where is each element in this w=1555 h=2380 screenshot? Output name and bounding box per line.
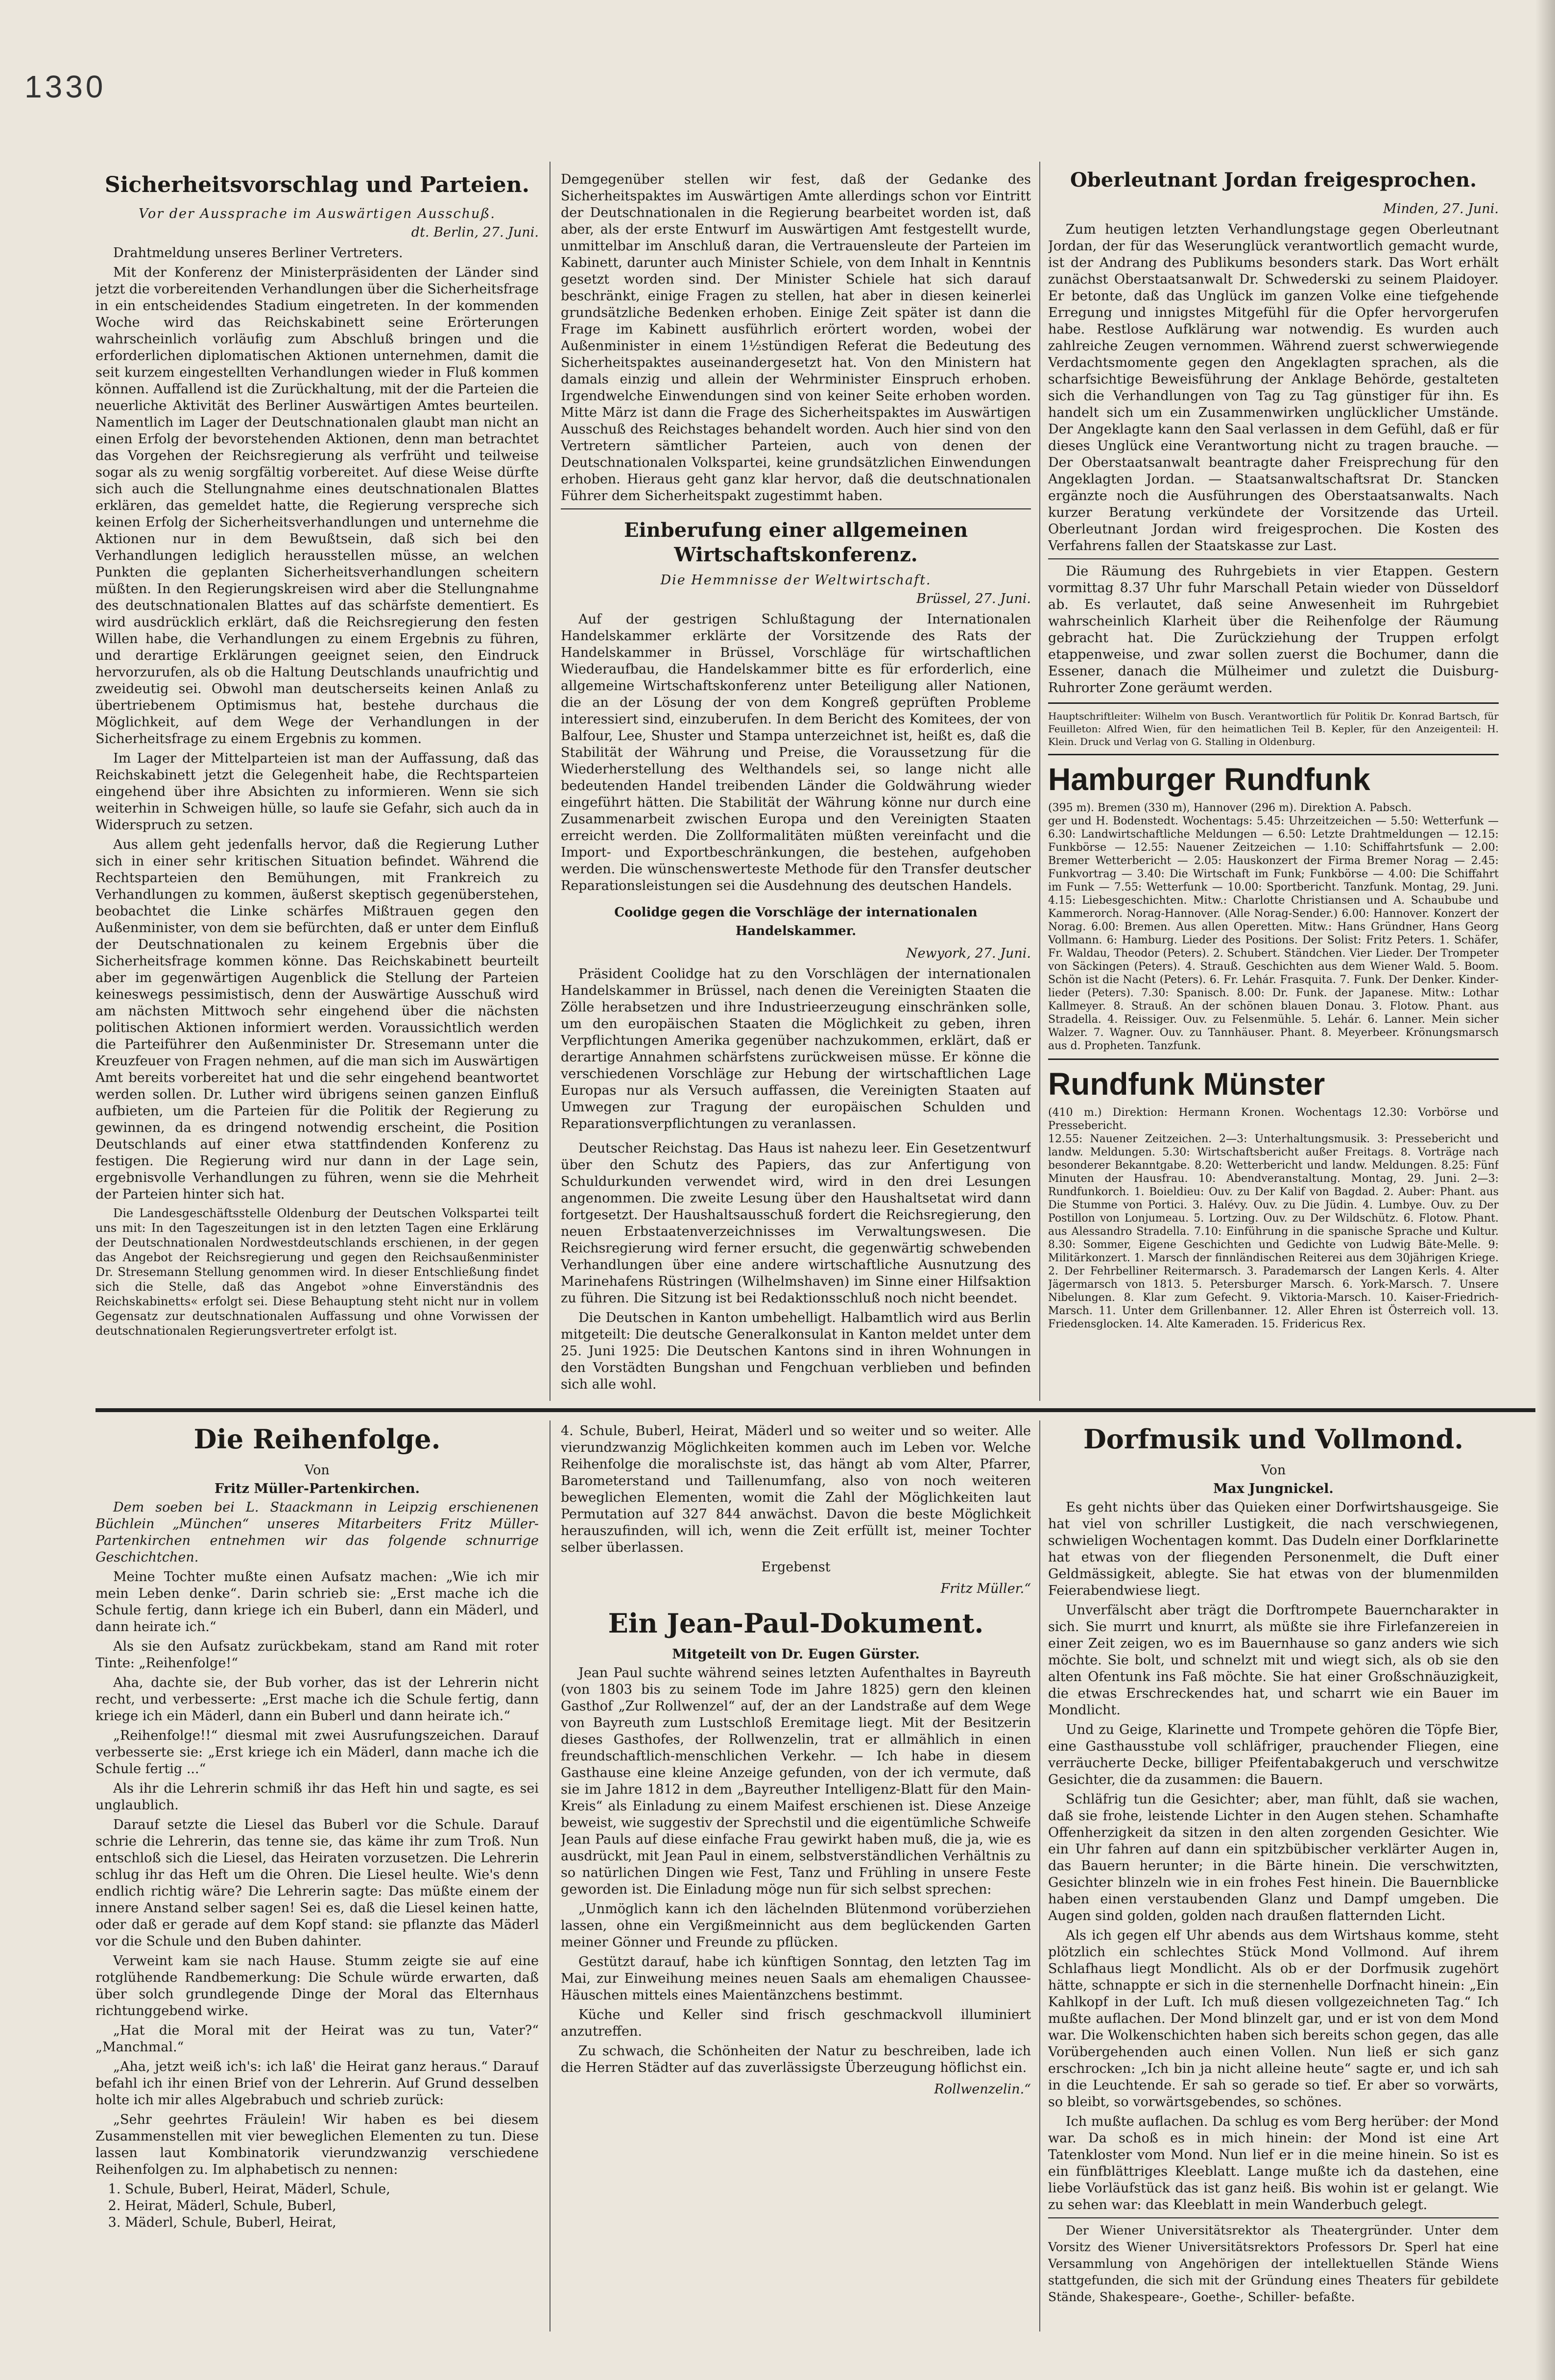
article-paragraph: Darauf setzte die Liesel das Buberl vor die Schule. Darauf schrie die Lehrerin, das tenne sie, das käme ihr zum Troß. Nun entschloß sich die Liesel, das Heiraten vorzusetzen. Die Lehrerin schlug ihr das Heft um die Ohren. Die Liesel heulte. Wie's denn endlich richtig wäre? Die Lehrerin sagte: Das müßte einem der innere Anstand selber sagen! Sei es, daß die Liesel keinen hatte, oder daß er gerade auf dem Kopf stand: sie pflanzte das Mäderl vor die Schule und den Buben dahinter. — [96, 1817, 539, 1949]
feuilleton-rule — [96, 1408, 1550, 1412]
dateline: Brüssel, 27. Juni. — [916, 591, 1031, 606]
radio-program-hamburg — [1048, 761, 1499, 1053]
list-item: 3. Mäderl, Schule, Buberl, Heirat, — [125, 2214, 539, 2231]
feuilleton-dorfmusik — [1048, 1423, 1499, 2354]
article-paragraph: Die Deutschen in Kanton umbehelligt. Halbamtlich wird aus Berlin mitgeteilt: Die deutsche Generalkonsulat in Kanton meldet unter dem 25. Juni 1925: Die Deutschen Kantons sind in ihren Wohnungen in den Vorstädten Bungshan und Fengchuan verblieben und befinden sich alle wohl. — [561, 1310, 1031, 1392]
article-paragraph: Dem soeben bei L. Staackmann in Leipzig erschienenen Büchlein „München“ unseres Mitarbeiters Fritz Müller-Partenkirchen entnehmen wir das folgende schnurrige Geschichtchen. — [96, 1500, 539, 1565]
page-edge-shadow — [1535, 0, 1555, 2380]
signature: Fritz Müller.“ — [940, 1581, 1031, 1596]
byline-von: Von — [305, 1463, 330, 1478]
article-paragraph: Zum heutigen letzten Verhandlungstage gegen Oberleutnant Jordan, der für das Weserunglück verantwortlich gemacht wurde, ist der Andrang des Publikums besonders stark. Das Wort erhält zunächst Oberstaatsanwalt Dr. Schwederski zu seinem Plaidoyer. Er betonte, daß das Unglück im ganzen Volke eine tiefgehende Erregung und innigstes Mitgefühl für die Opfer hervorgerufen habe. Restlose Aufklärung war notwendig. Es wurden auch zahlreiche Zeugen vernommen. Während zuerst schwerwiegende Verdachtsmomente gegen den Angeklagten sprachen, als die scharfsichtige Beweisführung der Anklage Behörde, gestalteten sich die Verhandlungen von Tag zu Tag günstiger für ihn. Es handelt sich um ein Zusammenwirken unglücklicher Umstände. Der Angeklagte kann den Saal verlassen in dem Gefühl, daß er für dieses Unglück eine Verantwortung nicht zu tragen brauche. — Der Oberstaatsanwalt beantragte daher Freisprechung für den Angeklagten Jordan. — Staatsanwaltschaftsrat Dr. Stancken ergänzte noch die Ausführungen des Oberstaatsanwalts. Nach kurzer Beratung verkündete der Vorsitzende das Urteil. Oberleutnant Jordan wird freigesprochen. Die Kosten des Verfahrens fallen der Staatskasse zur Last. — [1048, 222, 1499, 553]
article-title: Die Reihenfolge. — [193, 1423, 441, 1455]
article-title: Sicherheitsvorschlag und Parteien. — [104, 172, 530, 197]
article-paragraph: Die Räumung des Ruhrgebiets in vier Etappen. Gestern vormittag 8.37 Uhr fuhr Marschall Petain wieder von Düsseldorf ab. Es verlautet, daß seine Anwesenheit im Ruhrgebiet wahrscheinlich Klarheit über die Reihenfolge der Räumung gebracht hat. Die Zurückziehung der Truppen erfolgt etappenweise, und zwar sollen zuerst die Bochumer, dann die Essener, danach die Mülheimer und zuletzt die Duisburg-Ruhrorter Zone geräumt werden. — [1048, 564, 1499, 696]
column-rule — [1039, 162, 1040, 1401]
feuilleton-middle — [561, 1423, 1031, 2354]
article-paragraph: Es geht nichts über das Quieken einer Dorfwirtshausgeige. Sie hat viel von schriller Lustigkeit, die nach verschwiegenen, schwieligen Wochentagen kommt. Das Dudeln einer Dorfklarinette hat etwas von der fliegenden Personenmelt, die Duft einer Geldmässigkeit, ablegte. Sie hat etwas von der blumenmilden Feierabendwiese liegt. — [1048, 1500, 1499, 1598]
article-divider — [1048, 1058, 1499, 1060]
radio-program-muenster — [1048, 1066, 1499, 1331]
article-title: Ein Jean-Paul-Dokument. — [608, 1608, 984, 1639]
article-paragraph: Verweint kam sie nach Hause. Stumm zeigte sie auf eine rotglühende Randbemerkung: Die Schule würde erwarten, daß über solch grundlegende Dinge der Moral das Elternhaus richtunggebend wirke. — [96, 1953, 539, 2019]
article-paragraph: Ich mußte auflachen. Da schlug es vom Berg herüber: der Mond war. Da schoß es in mich hinein: der Mond ist eine Art Tatenkloster vom Mond. Nun lief er in die meine hinein. So ist es ein fünfblättriges Kleeblatt. Lange mußte ich da dastehen, eine liebe Vorläufstück das ist ganz heiß. Bis wohin ist er gelangt. Wie zu sehen war: das Kleeblatt in mein Wanderbuch gelegt. — [1048, 2114, 1499, 2212]
author: Fritz Müller-Partenkirchen. — [214, 1481, 420, 1496]
article-divider — [1048, 558, 1499, 559]
article-paragraph: Unverfälscht aber trägt die Dorftrompete Bauerncharakter in sich. Sie murrt und knurrt, als müßte sie ihre Firlefanzereien in einer Zeit zeigen, wo es im Bauernhause so ganz anders wie sich möchte. Sie bolt, und schnelzt mit und wiegt sich, als ob sie den alten Ofentunk ins Faß möchte. Sie hat einer Großschnäuzigkeit, die etwas Erschreckendes hat, und scharrt wie ein Bauer im Mondlicht. — [1048, 1603, 1499, 1718]
list-item: 1. Schule, Buberl, Heirat, Mäderl, Schule, — [125, 2181, 539, 2198]
feuilleton-reihenfolge — [96, 1423, 539, 2354]
article-paragraph: Gestützt darauf, habe ich künftigen Sonntag, den letzten Tag im Mai, zur Einweihung meines neuen Saals am ehemaligen Chaussee-Häuschen mittels eines Maientänzchens bestimmt. — [561, 1954, 1031, 2003]
article-paragraph: Aha, dachte sie, der Bub vorher, das ist der Lehrerin nicht recht, und verbesserte: „Erst mache ich die Schule fertig, dann kriege ich ein Mäderl, dann ein Buberl und dann heirate ich.“ — [96, 1675, 539, 1724]
signature: Rollwenzelin.“ — [934, 2082, 1031, 2097]
article-divider — [1048, 702, 1499, 704]
article-divider — [1048, 754, 1499, 755]
article-divider — [1048, 2217, 1499, 2218]
list-item: 2. Heirat, Mäderl, Schule, Buberl, — [125, 2198, 539, 2214]
radio-schedule: 12.55: Nauener Zeitzeichen. 2—3: Unterhaltungsmusik. 3: Pressebericht und landw. Meldungen. 5.30: Wirtschaftsbericht außer Freitags. 8. Vorträge nach besonderer Bekanntgabe. 8.20: Wetterbericht und landw. Meldungen. 8.25: Fünf Minuten der Hausfrau. 10: Abendveranstaltung. Montag, 29. Juni. 2—3: Rundfunkorch. 1. Boieldieu: Ouv. zu Der Kalif von Bagdad. 2. Auber: Phant. aus Die Stumme von Portici. 3. Halévy. Ouv. zu Die Jüdin. 4. Lumbye. Ouv. zu Der Postillon von Lonjumeau. 5. Lortzing. Ouv. zu Der Wildschütz. 6. Flotow. Phant. aus Alessandro Stradella. 7.10: Einführung in die spanische Sprache und Kultur. 8.30: Sommer, Eigene Geschichten und Gedichte von Ludwig Bäte-Melle. 9: Militärkonzert. 1. Marsch der finnländischen Reiterei aus dem 30jährigen Kriege. 2. Der Fehrbelliner Reitermarsch. 3. Parademarsch der Langen Kerls. 4. Alter Jägermarsch von 1813. 5. Petersburger Marsch. 6. York-Marsch. 7. Unsere Nibelungen. 8. Klar zum Gefecht. 9. Viktoria-Marsch. 10. Kaiser-Friedrich-Marsch. 11. Unter dem Grillenbanner. 12. Aller Ehren ist Österreich voll. 13. Friedensglocken. 14. Alte Kameraden. 15. Fridericus Rex. — [1048, 1133, 1499, 1330]
article-divider — [561, 508, 1031, 509]
article-paragraph: Präsident Coolidge hat zu den Vorschlägen der internationalen Handelskammer in Brüssel, nach denen die Vereinigten Staaten die Zölle herabsetzen und ihre Industrieerzeugung einschränken solle, um den europäischen Staaten die Möglichkeit zu geben, ihren Verpflichtungen Amerika gegenüber nachzukommen, erklärt, daß er derartige Annahmen schärfstens zurückweisen müsse. Er könne die verschiedenen Vorschläge zur Hebung der wirtschaftlichen Lage Europas nur als Versuch auffassen, die Vereinigten Staaten auf Umwegen zur Tragung der europäischen Schulden und Reparationsverpflichtungen zu veranlassen. — [561, 966, 1031, 1131]
article-paragraph: Meine Tochter mußte einen Aufsatz machen: „Wie ich mir mein Leben denke“. Darin schrieb sie: „Erst mache ich die Schule fertig, dann kriege ich ein Buberl, dann ein Mäderl, und dann heirate ich.“ — [96, 1569, 539, 1635]
article-paragraph: Zu schwach, die Schönheiten der Natur zu beschreiben, lade ich die Herren Städter auf das zuverlässigste Überzeugung höflichst ein. — [561, 2043, 1031, 2075]
article-paragraph: „Sehr geehrtes Fräulein! Wir haben es bei diesem Zusammenstellen mit vier beweglichen Elementen zu tun. Diese lassen laut Kombinatorik vierundzwanzig verschiedene Reihenfolgen zu. Im alphabetisch zu nennen: — [96, 2112, 539, 2177]
article-paragraph: „Aha, jetzt weiß ich's: ich laß' die Heirat ganz heraus.“ Darauf befahl ich ihr einen Brief von der Lehrerin. Auf Grund desselben holte ich mir alles Algebrabuch und schrieb zurück: — [96, 2059, 539, 2108]
article-subtitle: Vor der Aussprache im Auswärtigen Ausschuß. — [139, 206, 496, 221]
article-paragraph: Als sie den Aufsatz zurückbekam, stand am Rand mit roter Tinte: „Reihenfolge!“ — [96, 1639, 539, 1671]
article-paragraph: Deutscher Reichstag. Das Haus ist nahezu leer. Ein Gesetzentwurf über den Schutz des Papiers, das zur Anfertigung von Schuldurkunden verwendet wird, wird in den drei Lesungen angenommen. Die zweite Lesung über den Haushaltsetat wird dann fortgesetzt. Der Haushaltsausschuß fordert die Reichsregierung, den neuen Erbstaatenverzeichnisses im Verwaltungswesen. Die Reichsregierung wird ferner ersucht, die gegenwärtig schwebenden Verhandlungen über eine andere wirtschaftliche Ausnutzung des Marinehafens Rüstringen (Wilhelmshaven) im Sinne einer Hilfsaktion zu führen. Die Sitzung ist bei Redaktionsschluß noch nicht beendet. — [561, 1141, 1031, 1306]
dateline: Minden, 27. Juni. — [1383, 201, 1499, 216]
radio-title: Hamburger Rundfunk — [1048, 762, 1370, 797]
article-paragraph: Küche und Keller sind frisch geschmackvoll illuminiert anzutreffen. — [561, 2007, 1031, 2039]
author: Max Jungnickel. — [1213, 1481, 1334, 1496]
article-paragraph: Als ich gegen elf Uhr abends aus dem Wirtshaus komme, steht plötzlich ein schlechtes Stück Mond Vollmond. Auf ihrem Schlafhaus liegt Mondlicht. Als ob er der Dorfmusik zugehört hätte, schnappte er sich in die sternenhelle Dorfnacht hinein: „Ein Kahlkopf in der Luft. Ich muß diesen vollgezeichneten Tag.“ Ich mußte auflachen. Der Mond blinzelt gar, und er ist von dem Mond war. Die Wolkenschichten haben sich bereits schon gegen, das alle Vorübergehenden auch einen Vollen. Nun ließ er sich ganz erschrocken: „Ich bin ja nicht alleine heute“ sagte er, und ich sah in die Leuchtende. Er sah so gerade so tief. Er aber so vorwärts, so bleibt, so vorwärtsgebendes, so schönes. — [1048, 1928, 1499, 2110]
radio-title: Rundfunk Münster — [1048, 1066, 1325, 1102]
column-rule — [1039, 1420, 1040, 2332]
dateline: dt. Berlin, 27. Juni. — [411, 225, 539, 240]
article-title: Oberleutnant Jordan freigesprochen. — [1070, 168, 1477, 192]
page-number: 1330 — [24, 69, 106, 104]
article-paragraph: 4. Schule, Buberl, Heirat, Mäderl und so weiter und so weiter. Alle vierundzwanzig Möglichkeiten kommen auch im Leben vor. Welche Reihenfolge die moralischste ist, das hängt ab vom Alter, Pfarrer, Barometerstand und Taillenumfang, also von noch weiteren beweglichen Elementen, womit die Zahl der Möglichkeiten laut Permutation auf 327 844 anwächst. Davon die beste Möglichkeit herauszufinden, will ich, wenn die Zeit erfüllt ist, meiner Tochter selber überlassen. — [561, 1423, 1031, 1555]
article-paragraph: „Unmöglich kann ich den lächelnden Blütenmond vorüberziehen lassen, ohne ein Vergißmeinnicht aus dem beglückenden Garten meiner Gönner und Freunde zu pflücken. — [561, 1901, 1031, 1950]
byline-von: Von — [1261, 1463, 1286, 1478]
article-subtitle: Die Hemmnisse der Weltwirtschaft. — [660, 573, 932, 588]
author: Mitgeteilt von Dr. Eugen Gürster. — [672, 1647, 920, 1662]
article-sicherheitsvorschlag — [96, 171, 539, 1396]
article-paragraph: Mit der Konferenz der Ministerpräsidenten der Länder sind jetzt die vorbereitenden Verhandlungen über die Sicherheitsfrage in ein entscheidendes Stadium eingetreten. In der kommenden Woche wird das Reichskabinett seine Erörterungen wahrscheinlich vorläufig zum Abschluß bringen und die erforderlichen diplomatischen Aktionen unternehmen, damit die seit kurzem eingestellten Verhandlungen wieder in Fluß kommen können. Auffallend ist die Zurückhaltung, mit der die Parteien die neuerliche Aktivität des Berliner Auswärtigen Amtes beurteilen. Namentlich im Lager der Deutschnationalen glaubt man nicht an einen Erfolg der bevorstehenden Aktionen, denn man betrachtet das Vorgehen der Reichsregierung als verfrüht und teilweise sogar als zu wenig sorgfältig vorbereitet. Auf diese Weise dürfte sich auch die Stellungnahme eines deutschnationalen Blattes erklären, das gemeldet hatte, die Regierung verspreche sich keinen Erfolg der Sicherheitsverhandlungen und unternehme die Aktionen nur in dem Bewußtsein, daß sich bei den Verhandlungen lediglich herausstellen müsse, an welchen Punkten die geplanten Sicherheitsverhandlungen scheitern müßten. In den Regierungskreisen wird aber die Stellungnahme des deutschnationalen Blattes auf das schärfste dementiert. Es wird ausdrücklich erklärt, daß die Reichsregierung den festen Willen habe, die Verhandlungen zu einem Ergebnis zu führen, und derartige Erklärungen geeignet seien, den Eindruck hervorzurufen, als ob die Haltung Deutschlands unaufrichtig und zweideutig sei. Obwohl man deutscherseits keinen Anlaß zu übertriebenem Optimismus hat, bestehe durchaus die Möglichkeit, auf dem Wege der Verhandlungen in der Sicherheitsfrage zu einem Ergebnis zu kommen. — [96, 265, 539, 746]
radio-schedule: ger und H. Bodenstedt. Wochentags: 5.45: Uhrzeitzeichen — 5.50: Wetterfunk — 6.30: Landwirtschaftliche Meldungen — 6.50: Letzte Drahtmeldungen — 12.15: Funkbörse — 12.55: Nauener Zeitzeichen — 1.10: Schiffahrtsfunk — 2.00: Bremer Wetterbericht — 2.05: Hauskonzert der Firma Bremer Norag — 2.45: Funkvortrag — 3.40: Die Wirtschaft im Funk; Funkbörse — 4.00: Die Schiffahrt im Funk — 7.55: Wetterfunk — 10.00: Sportbericht. Tanzfunk. Montag, 29. Juni. 4.15: Liebesgeschichten. Mitw.: Charlotte Christiansen und A. Schaubube und Kammerorch. Norag-Hannover. (Alle Norag-Sender.) 6.00: Hannover. Konzert der Norag. 6.00: Bremen. Aus allen Operetten. Mitw.: Hans Gründner, Hans Georg Vollmann. 6: Hamburg. Lieder des Positions. Der Solist: Fritz Peters. 1. Schäfer, Fr. Waldau, Theodor (Peters). 2. Schubert. Ständchen. Vier Lieder. Der Trompeter von Säckingen (Peters). 4. Strauß. Geschichten aus dem Wiener Wald. 5. Boom. Schön ist die Nacht (Peters). 6. Fr. Lehár. Frasquita. 7. Funk. Der Denker. Kinder-lieder (Peters). 7.30: Spanisch. 8.00: Dr. Funk. der Japanese. Mitw.: Lothar Kallmeyer. 8. Strauß. An der schönen blauen Donau. 3. Flotow. Phant. aus Stradella. 4. Reissiger. Ouv. zu Felsenmühle. 5. Lehár. 6. Lanner. Mein sicher Walzer. 7. Wagner. Ouv. zu Tannhäuser. Phant. 8. Meyerbeer. Krönungsmarsch aus d. Propheten. Tanzfunk. — [1048, 815, 1499, 1052]
article-title: Dorfmusik und Vollmond. — [1083, 1423, 1464, 1455]
permutation-list — [125, 2181, 539, 2231]
article-paragraph: Jean Paul suchte während seines letzten Aufenthaltes in Bayreuth (von 1803 bis zu seinem Tode im Jahre 1825) gern den kleinen Gasthof „Zur Rollwenzel“ auf, der an der Landstraße auf dem Wege von Bayreuth zum Lustschloß Eremitage liegt. Mit der Besitzerin dieses Gasthofes, der Rollwenzelin, trat er allmählich in einen freundschaftlich-menschlichen Verkehr. — Ich habe in diesem Gasthause eine kleine Anzeige gefunden, von der ich vermute, daß sie im Jahre 1812 in dem „Bayreuther Intelligenz-Blatt für den Main-Kreis“ als Einladung zu einem Maifest erschienen ist. Diese Anzeige beweist, wie suggestiv der Sprechstil und die eigentümliche Schweife Jean Pauls auf diese einfache Frau gewirkt haben muß, die ja, wie es ausdrückt, mit Jean Paul in einem, selbstverständlichen Verhältnis zu so natürlichen Dingen wie Fest, Tanz und Frühling in unsere Feste geworden ist. Die Einladung möge nun für sich selbst sprechen: — [561, 1665, 1031, 1897]
article-title: Coolidge gegen die Vorschläge der internationalen Handelskammer. — [614, 905, 978, 938]
closing-greeting: Ergebenst — [761, 1560, 831, 1575]
article-paragraph: Schläfrig tun die Gesichter; aber, man fühlt, daß sie wachen, daß sie frohe, leistende Lichter in den Augen stehen. Schamhafte Offenherzigkeit da sitzen in den alten zorgenden Gesichter. Wie ein Uhr fahren auf dann ein spitzbübischer verklärter Augen in, das Bauern herunter; in die Bärte hinein. Die verschwitzten, Gesichter blinzeln wie in ein frohes Fest hinein. Die Bauernblicke haben einen verstaubenden Glanz und Dampf umgeben. Die Augen sind golden, golden nach draußen flatternden Licht. — [1048, 1792, 1499, 1923]
article-column-middle — [561, 171, 1031, 1396]
imprint: Hauptschriftleiter: Wilhelm von Busch. Verantwortlich für Politik Dr. Konrad Bartsch, für Feuilleton: Alfred Wien, für den heimatlichen Teil B. Kepler, für den Anzeigenteil: H. Klein. Druck und Verlag von G. Stalling in Oldenburg. — [1048, 710, 1499, 747]
radio-meta: (395 m). Bremen (330 m), Hannover (296 m). Direktion A. Pabsch. — [1048, 802, 1412, 814]
article-paragraph: Auf der gestrigen Schlußtagung der Internationalen Handelskammer erklärte der Vorsitzende des Rats der Handelskammer in Brüssel, Vorschläge für wirtschaftlichen Wiederaufbau, die Handelskammer bitte es für erforderlich, eine allgemeine Wirtschaftskonferenz unter Beteiligung aller Nationen, die an der Lösung der von dem Kongreß geprüften Probleme interessiert sind, einzuberufen. In dem Bericht des Komitees, der von Balfour, Lee, Shuster und Stampa unterzeichnet ist, heißt es, daß die Stabilität der Währung und Preise, die Voraussetzung für die Wiederherstellung des Welthandels sei, so lange nicht alle bedeutenden Handel treibenden Länder die Goldwährung wieder eingeführt hätten. Die Stabilität der Währung könne nur durch eine Zusammenarbeit zwischen Europa und den Vereinigten Staaten erreicht werden. Die Zollformalitäten müßten vereinfacht und die Import- und Exportbeschränkungen, die bestehen, aufgehoben werden. Die wünschenswerteste Methode für den Transfer deutscher Reparationsleistungen sei die Ausdehnung des deutschen Handels. — [561, 612, 1031, 893]
article-paragraph: Und zu Geige, Klarinette und Trompete gehören die Töpfe Bier, eine Gasthausstube voll schläfriger, prauchender Fliegen, eine verräucherte Decke, billiger Pfeifentabakgeruch und verschwitze Gesichter, die da zusammen: die Bauern. — [1048, 1722, 1499, 1787]
article-paragraph: Der Wiener Universitätsrektor als Theatergründer. Unter dem Vorsitz des Wiener Universitätsrektors Professors Dr. Sperl hat eine Versammlung von Angehörigen der intellektuellen Stände Wiens stattgefunden, die sich mit der Gründung eines Theaters für gebildete Stände, Shakespeare-, Goethe-, Schiller- befaßte. — [1048, 2223, 1499, 2304]
article-paragraph: Aus allem geht jedenfalls hervor, daß die Regierung Luther sich in einer sehr kritischen Situation befindet. Während die Rechtsparteien den Bemühungen, mit Frankreich zu Verhandlungen zu kommen, äußerst skeptisch gegenüberstehen, beobachtet die Linke schärfes Mißtrauen gegen den Außenminister, von dem sie befürchten, daß er unter dem Einfluß der Deutschnationalen zu keinem Ergebnis über die Sicherheitsfrage kommen könne. Das Reichskabinett beurteilt aber im gegenwärtigen Augenblick die Stellung der Parteien keineswegs pessimistisch, denn der Auswärtige Ausschuß wird am nächsten Mittwoch sehr eingehend über die nächsten politischen Aktionen informiert werden. Voraussichtlich werden die Parteiführer den Außenminister Dr. Stresemann unter die Kreuzfeuer von Fragen nehmen, auf die man sich im Auswärtigen Amt bereits vorbereitet hat und die sehr eingehend beantwortet werden sollen. Dr. Luther wird übrigens seinen ganzen Einfluß aufbieten, um die Parteien für die Politik der Regierung zu gewinnen, da es dringend notwendig erscheint, die Position Deutschlands auf einer etwa stattfindenden Konferenz zu festigen. Die Regierung wird nur dann in der Lage sein, ergebnisvolle Verhandlungen zu führen, wenn sie die Mehrheit der Parteien hinter sich hat. — [96, 837, 539, 1202]
article-title: Einberufung einer allgemeinen Wirtschaftskonferenz. — [623, 519, 968, 566]
radio-meta: (410 m.) Direktion: Hermann Kronen. Wochentags 12.30: Vorbörse und Pressebericht. — [1048, 1106, 1499, 1132]
article-paragraph: Die Landesgeschäftsstelle Oldenburg der Deutschen Volkspartei teilt uns mit: In den Tageszeitungen ist in den letzten Tagen eine Erklärung der Deutschnationalen Nordwestdeutschlands erschienen, in der gegen das Angebot der Reichsregierung und gegen den Reichsaußenminister Dr. Stresemann Stellung genommen wird. In dieser Entschließung findet sich die Stelle, daß das Angebot »ohne Einverständnis des Reichskabinetts« erfolgt sei. Diese Behauptung steht nicht nur in vollem Gegensatz zur deutschnationalen Auffassung und ohne Vorwissen der deutschnationalen Regierungsvertreter erfolgt ist. — [96, 1206, 539, 1338]
article-column-right — [1048, 167, 1499, 1401]
dateline: Newyork, 27. Juni. — [906, 946, 1031, 961]
article-paragraph: „Hat die Moral mit der Heirat was zu tun, Vater?“ „Manchmal.“ — [96, 2023, 539, 2055]
article-paragraph: Demgegenüber stellen wir fest, daß der Gedanke des Sicherheitspaktes im Auswärtigen Amte allerdings schon vor Eintritt der Deutschnationalen in die Regierung bearbeitet worden ist, daß aber, als der erste Entwurf im Auswärtigen Amt festgestellt wurde, unmittelbar im Anschluß daran, die Vertrauensleute der Parteien im Kabinett, darunter auch Minister Schiele, von dem Inhalt in Kenntnis gesetzt worden sind. Der Minister Schiele hat sich darauf beschränkt, einige Fragen zu stellen, hat aber in diesen keinerlei grundsätzliche Bedenken erhoben. Einige Zeit später ist dann die Frage im Kabinett ausführlich erörtert worden, wobei der Außenminister in einem 1½stündigen Referat die Bedeutung des Sicherheitspaktes auseinandergesetzt hat. Von den Ministern hat damals einzig und allein der Wehrminister Einspruch erhoben. Irgendwelche Einwendungen sind von keiner Seite erhoben worden. Mitte März ist dann die Frage des Sicherheitspaktes im Auswärtigen Ausschuß des Reichstages behandelt worden. Auch hier sind von den Vertretern sämtlicher Parteien, auch von denen der Deutschnationalen Volkspartei, keine grundsätzlichen Einwendungen erhoben. Hieraus geht ganz klar hervor, daß die deutschnationalen Führer dem Sicherheitspakt zugestimmt haben. — [561, 172, 1031, 504]
article-paragraph: Im Lager der Mittelparteien ist man der Auffassung, daß das Reichskabinett jetzt die Gelegenheit habe, die Rechtsparteien eingehend über ihre Absichten zu informieren. Wenn sie sich weiterhin in Schweigen hülle, so laufe sie Gefahr, sich auch da in Widerspruch zu setzen. — [96, 751, 539, 833]
article-paragraph: Als ihr die Lehrerin schmiß ihr das Heft hin und sagte, es sei unglaublich. — [96, 1781, 539, 1813]
article-paragraph: „Reihenfolge!!“ diesmal mit zwei Ausrufungszeichen. Darauf verbesserte sie: „Erst kriege ich ein Mäderl, dann mache ich die Schule fertig ...“ — [96, 1728, 539, 1777]
article-lead: Drahtmeldung unseres Berliner Vertreters. — [113, 245, 403, 261]
